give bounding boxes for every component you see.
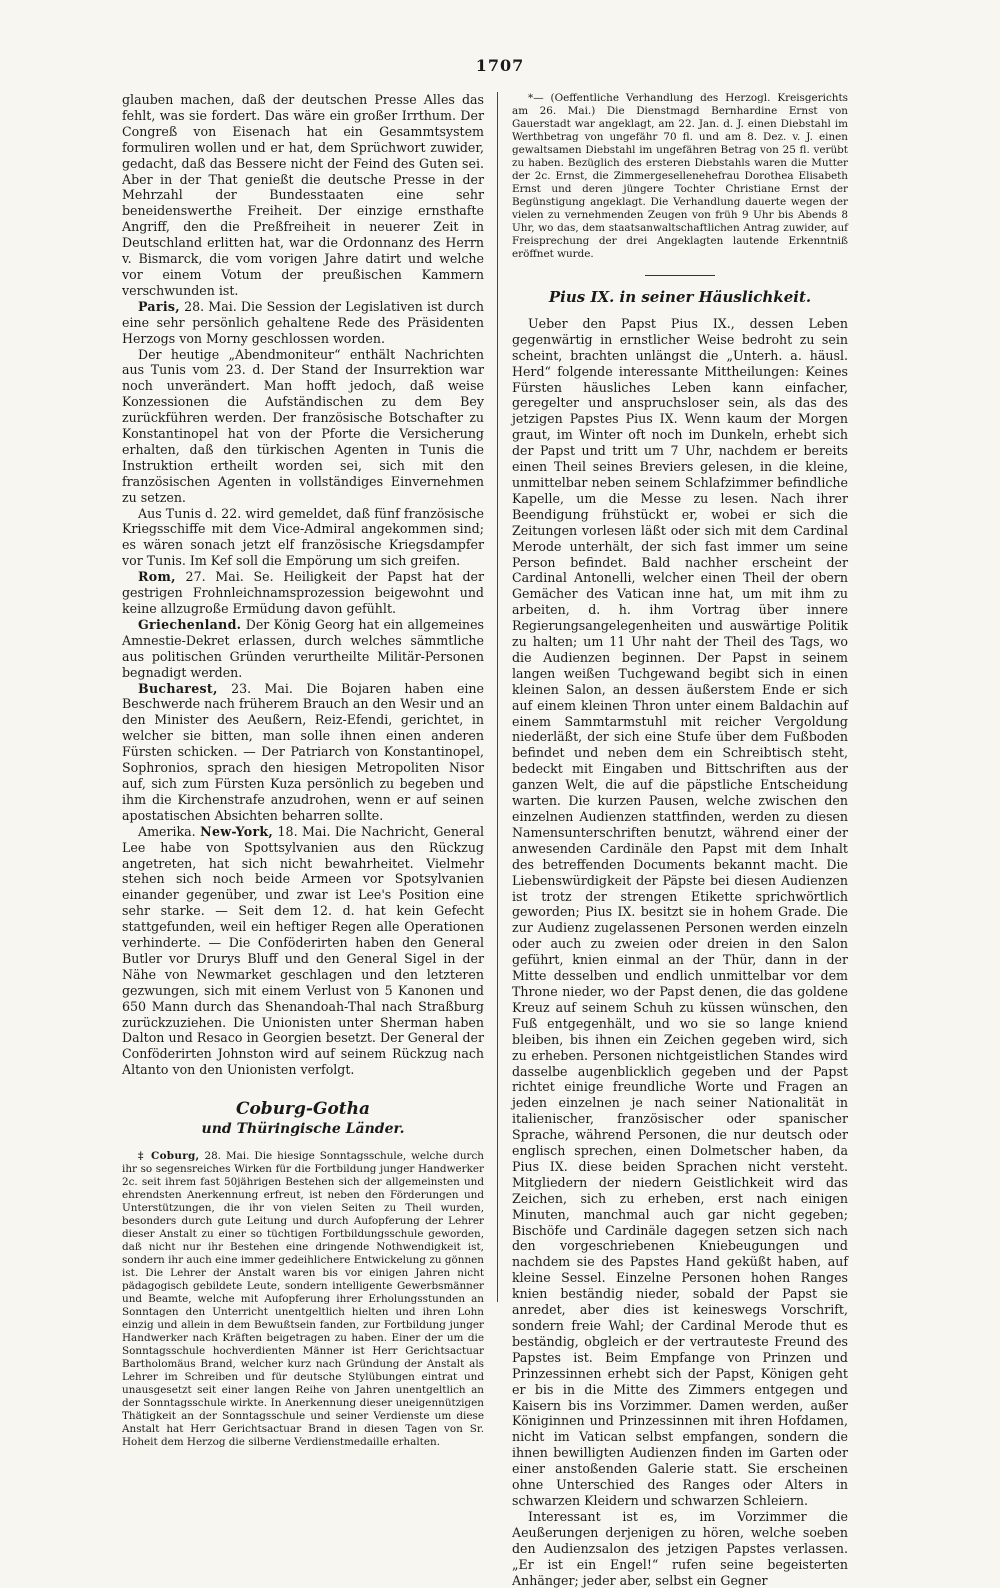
paragraph-coburg: ‡ Coburg, 28. Mai. Die hiesige Sonntagsschule, welche durch ihr so segensreiches Wirken für die Fortbildung junger Handwerker 2c. seit ihrem fast 50jährigen Bestehen sich der allgemeinsten und ehrendsten Anerkennung erfreut, ist neben den Förderungen und Unterstützungen, die ihr von vielen Seiten zu Theil wurden, besonders durch gute Leitung und durch Aufopferung der Lehrer dieser Anstalt zu einer so tüchtigen Fortbildungsschule geworden, daß nicht nur ihr Bestehen eine dringende Nothwendigkeit ist, sondern ihr auch eine immer gedeihlichere Entwickelung zu gönnen ist. Die Lehrer der Anstalt waren bis vor einigen Jahren nicht pädagogisch gebildete Leute, sondern intelligente Gewerbsmänner und Beamte, welche mit Aufopferung ihrer Erholungsstunden an Sonntagen den Unterricht unentgeltlich hielten und ihren Lohn einzig und allein in dem Bewußtsein fanden, zur Fortbildung junger Handwerker nach Kräften beigetragen zu haben. Einer der um die Sonntagsschule hochverdienten Männer ist Herr Gerichtsactuar Bartholomäus Brand, welcher kurz nach Gründung der Anstalt als Lehrer im Schreiben und für deutsche Stylübungen eintrat und unausgesetzt seit einer langen Reihe von Jahren unentgeltlich an der Sonntagsschule wirkte. In Anerkennung dieser uneigennützigen Thätigkeit an der Sonntagsschule und seiner Verdienste um diese Anstalt hat Herr Gerichtsactuar Brand in diesen Tagen von Sr. Hoheit dem Herzog die silberne Verdienstmedaille erhalten.: [122, 1150, 484, 1448]
place-bukarest: Bucharest,: [138, 680, 218, 696]
paragraph-griechenland: Griechenland. Der König Georg hat ein allgemeines Amnestie-Dekret erlassen, durch welches sämmtliche aus politischen Gründen verurtheilte Militär-Personen begnadigt werden.: [122, 616, 484, 680]
paragraph-court-note: *— (Oeffentliche Verhandlung des Herzogl. Kreisgerichts am 26. Mai.) Die Dienstmagd Bernhardine Ernst von Gauerstadt war angeklagt, am 22. Jan. d. J. einen Diebstahl im Werthbetrag von ungefähr 70 fl. und am 8. Dez. v. J. einen gewaltsamen Diebstahl im ungefähren Betrag von 25 fl. verübt zu haben. Bezüglich des ersteren Diebstahls waren die Mutter der 2c. Ernst, die Zimmergesellenehefrau Dorothea Elisabeth Ernst und deren jüngere Tochter Christiane Ernst der Begünstigung angeklagt. Die Verhandlung dauerte wegen der vielen zu vernehmenden Zeugen von früh 9 Uhr bis Abends 8 Uhr, wo das, dem staatsanwaltschaftlichen Antrag zuwider, auf Freisprechung der drei Angeklagten lautende Erkenntniß eröffnet wurde.: [512, 92, 848, 260]
paragraph-pius-2: Interessant ist es, im Vorzimmer die Aeußerungen derjenigen zu hören, welche soeben den Audienzsalon des jetzigen Papstes verlassen. „Er ist ein Engel!“ rufen seine begeisterten Anhänger; jeder aber, selbst ein Gegner: [512, 1508, 848, 1588]
paragraph-press: glauben machen, daß der deutschen Presse Alles das fehlt, was sie fordert. Das wäre ein großer Irrthum. Der Congreß von Eisenach hat ein Gesammtsystem formuliren wollen und er hat, dem Sprüchwort zuwider, gedacht, daß das Bessere nicht der Feind des Guten sei. Aber in der That genießt die deutsche Presse in der Mehrzahl der Bundesstaaten eine sehr beneidenswerthe Freiheit. Der einzige ernsthafte Angriff, den die Preßfreiheit in neuerer Zeit in Deutschland erlitten hat, war die Ordonnanz des Herrn v. Bismarck, die vom vorigen Jahre datirt und welche vor einem Votum der preußischen Kammern verschwunden ist.: [122, 92, 484, 298]
place-coburg: ‡ Coburg,: [138, 1150, 200, 1162]
article-title: Pius IX. in seiner Häuslichkeit.: [548, 288, 812, 306]
paragraph-paris: Paris, 28. Mai. Die Session der Legislativen ist durch eine sehr persönlich gehaltene Rede des Präsidenten Herzogs von Morny geschlossen worden.: [122, 298, 484, 346]
paragraph-pius-1: Ueber den Papst Pius IX., dessen Leben gegenwärtig in ernstlicher Weise bedroht zu sein scheint, brachten unlängst die „Unterh. a. häusl. Herd“ folgende interessante Mittheilungen: Keines Fürsten häusliches Leben kann einfacher, geregelter und anspruchsloser sein, als das des jetzigen Papstes Pius IX. Wenn kaum der Morgen graut, im Winter oft noch im Dunkeln, erhebt sich der Papst und tritt um 7 Uhr, nachdem er bereits einen Theil seines Breviers gelesen, in die kleine, unmittelbar neben seinem Schlafzimmer befindliche Kapelle, um die Messe zu lesen. Nach ihrer Beendigung frühstückt er, wobei er sich die Zeitungen vorlesen läßt oder sich mit dem Cardinal Merode unterhält, der sich fast immer um seine Person befindet. Bald nachher erscheint der Cardinal Antonelli, welcher einen Theil der obern Gemächer des Vatican inne hat, um mit ihm zu arbeiten, d. h. ihm Vortrag über innere Regierungsangelegenheiten und auswärtige Politik zu halten; um 11 Uhr naht der Theil des Tags, wo die Audienzen beginnen. Der Papst in seinem langen weißen Tuchgewand begibt sich in einen kleinen Salon, an dessen äußerstem Ende er sich auf einem kleinen Thron unter einem Baldachin auf einem Sammtarmstuhl mit reicher Vergoldung niederläßt, der sich eine Stufe über dem Fußboden befindet und neben dem ein Schreibtisch steht, bedeckt mit Eingaben und Bittschriften aus der ganzen Welt, die auf die päpstliche Entscheidung warten. Die kurzen Pausen, welche zwischen den einzelnen Audienzen stattfinden, werden zu diesen Namensunterschriften benutzt, während einer der anwesenden Cardinäle den Papst mit dem Inhalt des betreffenden Documents bekannt macht. Die Liebenswürdigkeit der Päpste bei diesen Audienzen ist trotz der strengen Etikette sprichwörtlich geworden; Pius IX. besitzt sie in hohem Grade. Die zur Audienz zugelassenen Personen werden einzeln oder auch zu zweien oder dreien in den Salon geführt, knien einmal an der Thür, dann in der Mitte desselben und endlich unmittelbar vor dem Throne nieder, wo der Papst denen, die das goldene Kreuz auf seinem Schuh zu küssen wünschen, den Fuß entgegenhält, und wo sie so lange kniend bleiben, bis ihnen ein Zeichen gegeben wird, sich zu erheben. Personen nichtgeistlichen Standes wird dasselbe augenblicklich gegeben und der Papst richtet einige freundliche Worte und Fragen an jeden einzelnen je nach seiner Nationalität in italienischer, französischer oder spanischer Sprache, während Personen, die nur deutsch oder englisch sprechen, einen Dolmetscher haben, da Pius IX. diese beiden Sprachen nicht versteht. Mitgliedern der niedern Geistlichkeit wird das Zeichen, sich zu erheben, erst nach einigen Minuten, manchmal auch gar nicht gegeben; Bischöfe und Cardinäle dagegen setzen sich nach den vorgeschriebenen Kniebeugungen und nachdem sie des Papstes Hand geküßt haben, auf kleine Sessel. Einzelne Personen hohen Ranges knien beständig nieder, sobald der Papst sie anredet, aber dies ist keineswegs Vorschrift, sondern freie Wahl; der Cardinal Merode thut es beständig, obgleich er der vertrauteste Freund des Papstes ist. Beim Empfange von Prinzen und Prinzessinnen erhebt sich der Papst, Königen geht er bis in die Mitte des Zimmers entgegen und Kaisern bis ins Vorzimmer. Damen werden, außer Königinnen und Prinzessinnen mit ihren Hofdamen, nicht im Vatican selbst empfangen, sondern die ihnen bewilligten Audienzen finden im Garten oder einer anstoßenden Galerie statt. Sie erscheinen ohne Unterschied des Ranges oder Alters in schwarzen Kleidern und schwarzen Schleiern.: [512, 315, 848, 1508]
column-divider: [497, 92, 498, 1302]
paragraph-rom: Rom, 27. Mai. Se. Heiligkeit der Papst hat der gestrigen Frohnleichnamsprozession beigewohnt und keine allzugroße Ermüdung davon gefühlt.: [122, 569, 484, 616]
separator-rule: [645, 275, 715, 276]
right-column: [512, 92, 848, 1588]
paragraph-bukarest: Bucharest, 23. Mai. Die Bojaren haben eine Beschwerde nach früherem Brauch an den Wesir und an den Minister des Aeußern, Reiz-Efendi, gerichtet, in welcher sie bitten, man solle ihnen einen anderen Fürsten schicken. — Der Patriarch von Konstantinopel, Sophronios, sprach den hiesigen Metropoliten Nisor auf, sich zum Fürsten Kuza persönlich zu begeben und ihm die Kirchenstrafe anzudrohen, wenn er auf seinen apostatischen Absichten beharren sollte.: [122, 680, 484, 823]
page-number: 1707: [475, 56, 525, 75]
paragraph-abendmoniteur: Der heutige „Abendmoniteur“ enthält Nachrichten aus Tunis vom 23. d. Der Stand der Insurrektion war noch unverändert. Man hofft jedoch, daß weise Konzessionen die Aufständischen zu dem Bey zurückführen werden. Der französische Botschafter zu Konstantinopel hat von der Pforte die Versicherung erhalten, daß den türkischen Agenten in Tunis die Instruktion ertheilt worden sei, sich mit den französischen Agenten in vollständiges Einvernehmen zu setzen.: [122, 346, 484, 505]
place-rom: Rom,: [138, 569, 176, 585]
place-griechenland: Griechenland.: [138, 616, 242, 632]
place-paris: Paris,: [138, 298, 180, 314]
paragraph-tunis: Aus Tunis d. 22. wird gemeldet, daß fünf französische Kriegsschiffe mit dem Vice-Admiral angekommen sind; es wären sonach jetzt elf französische Kriegsdampfer vor Tunis. Im Kef soll die Empörung um sich greifen.: [122, 505, 484, 569]
section-title: Coburg-Gotha: [235, 1099, 371, 1120]
section-subtitle: und Thüringische Länder.: [201, 1121, 405, 1138]
left-column: [122, 92, 484, 1449]
paragraph-newyork: Amerika. New-York, 18. Mai. Die Nachricht, General Lee habe von Spottsylvanien aus den Rückzug angetreten, hat sich nicht bewahrheitet. Vielmehr stehen sich noch beide Armeen vor Spotsylvanien einander gegenüber, und zwar ist Lee's Position eine sehr starke. — Seit dem 12. d. hat kein Gefecht stattgefunden, weil ein heftiger Regen alle Operationen verhinderte. — Die Conföderirten haben den General Butler vor Drurys Bluff und den General Sigel in der Nähe von Newmarket geschlagen und den letzteren gezwungen, sich mit einem Verlust von 5 Kanonen und 650 Mann durch das Shenandoah-Thal nach Straßburg zurückzuziehen. Die Unionisten unter Sherman haben Dalton und Resaco in Georgien besetzt. Der General der Conföderirten Johnston wird auf seinem Rückzug nach Altanto von den Unionisten verfolgt.: [122, 823, 484, 1078]
place-newyork: New-York,: [200, 823, 274, 839]
